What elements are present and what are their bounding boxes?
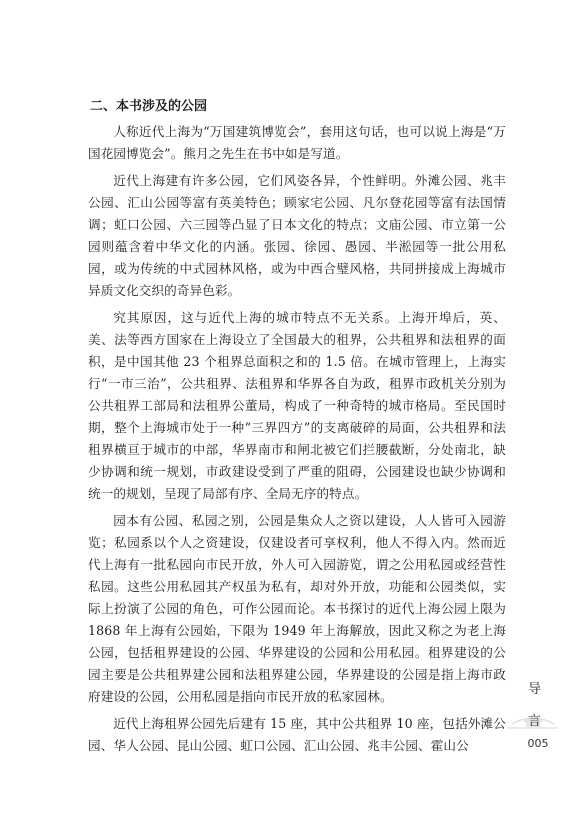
paragraph-1: 人称近代上海为“万国建筑博览会”，套用这句话，也可以说上海是“万国花园博览会”。熊月之先生在书中如是写道。 <box>88 124 506 161</box>
page-content <box>88 96 506 762</box>
paragraph-3: 究其原因，这与近代上海的城市特点不无关系。上海开埠后，英、美、法等西方国家在上海设立了全国最大的租界，公共租界和法租界的面积，是中国其他 23 个租界总面积之和的 1.5 倍。在城市管理上，上海实行“一市三治”，公共租界、法租界和华界各自为政，租界市政机关分别为公共租界工部局和法租界公董局，构成了一种奇特的城市格局。至民国时期，整个上海城市处于一种“三界四方”的支离破碎的局面，公共租界和法租界横亘于城市的中部，华界南市和闸北被它们拦腰截断，分处南北，缺少协调和统一规划，市政建设受到了严重的阻碍，公园建设也缺少协调和统一的规划，呈现了局部有序、全局无序的特点。 <box>88 310 506 501</box>
section-heading: 二、本书涉及的公园 <box>90 99 208 114</box>
paragraph-2: 近代上海建有许多公园，它们风姿各异，个性鲜明。外滩公园、兆丰公园、汇山公园等富有英美特色；顾家宅公园、凡尔登花园等富有法国情调；虹口公园、六三园等凸显了日本文化的特点；文庙公园、市立第一公园则蕴含着中华文化的内涵。张园、徐园、愚园、半淞园等一批公用私园，或为传统的中式园林风格，或为中西合璧风格，共同拼接成上海城市异质文化交织的奇异色彩。 <box>88 173 506 298</box>
paragraph-4: 园本有公园、私园之别，公园是集众人之资以建设，人人皆可入园游览；私园系以个人之资建设，仅建设者可享权利，他人不得入内。然而近代上海有一批私园向市民开放，外人可入园游览，谓之公用私园或经营性私园。这些公用私园其产权虽为私有，却对外开放，功能和公园类似，实际上扮演了公园的角色，可作公园而论。本书探讨的近代上海公园上限为 1868 年上海有公园始，下限为 1949 年上海解放，因此又称之为老上海公园，包括租界建设的公园、华界建设的公园和公用私园。租界建设的公园主要是公共租界建公园和法租界建公园，华界建设的公园是指上海市政府建设的公园，公用私园是指向市民开放的私家园林。 <box>88 513 506 704</box>
side-label-char-1: 导 <box>528 682 542 697</box>
side-label-char-2: 言 <box>528 714 542 729</box>
paragraph-5: 近代上海租界公园先后建有 15 座，其中公共租界 10 座，包括外滩公园、华人公园、昆山公园、虹口公园、汇山公园、兆丰公园、霍山公 <box>88 716 506 753</box>
page-number: 005 <box>527 737 549 750</box>
side-label <box>508 677 558 777</box>
